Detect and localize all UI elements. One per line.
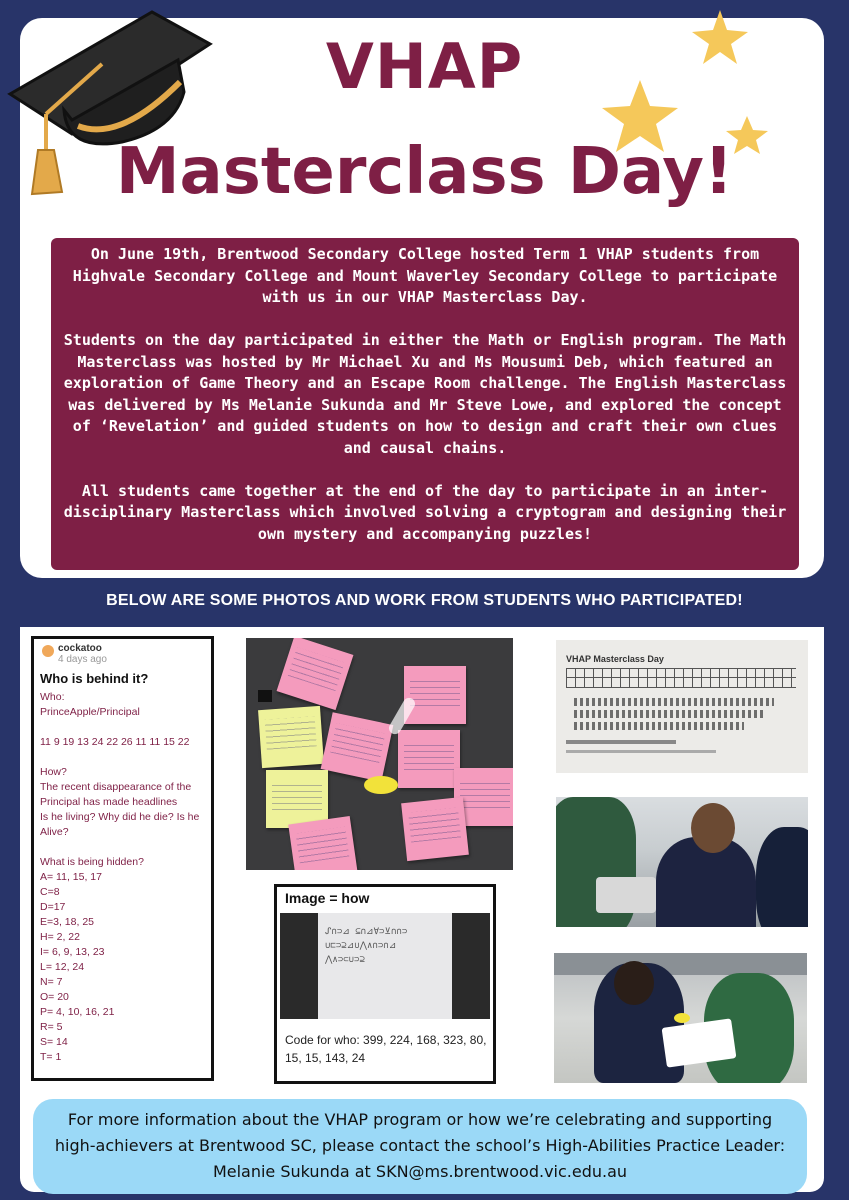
cipher-key: I= 6, 9, 13, 23 [40, 946, 105, 958]
intro-paragraph-3: All students came together at the end of the day to participate in an inter-disciplinary Masterclass which involved solving a cryptogram and designing their own mystery and accompanying puzzles! [63, 481, 787, 543]
post-timestamp: 4 days ago [58, 654, 107, 665]
post-line: The recent disappearance of the Principal has made headlines [40, 781, 192, 808]
post-line: How? [40, 766, 67, 778]
cipher-key: S= 14 [40, 1036, 68, 1048]
student-work-image-code [274, 884, 496, 1084]
cipher-numbers: 11 9 19 13 24 22 26 11 11 15 22 [40, 736, 190, 748]
post-line: What is being hidden? [40, 856, 144, 868]
post-heading: Who is behind it? [40, 671, 149, 686]
photo-students-2 [554, 953, 807, 1083]
cipher-key: O= 20 [40, 991, 69, 1003]
cipher-key: L= 12, 24 [40, 961, 85, 973]
cipher-key: N= 7 [40, 976, 63, 988]
post-username: cockatoo [40, 643, 205, 654]
photo-worksheet [556, 640, 808, 773]
photos-banner: BELOW ARE SOME PHOTOS AND WORK FROM STUDENTS WHO PARTICIPATED! [106, 592, 743, 609]
intro-paragraph-1: On June 19th, Brentwood Secondary College hosted Term 1 VHAP students from Highvale Secondary College and Mount Waverley Secondary College to participate with us in our VHAP Masterclass Day. [72, 245, 778, 306]
cipher-glyphs: ᔑ∩⊃⊿ ⊆∩⊿∀⊃⊻∩∩⊃ ∪⊏⊃⊇⊿∪⋀∧∩⊃∩⊿ ⋀∧⊃⊂∪⊃⊇ [325, 927, 408, 965]
work2-heading: Image = how [285, 890, 370, 906]
cipher-key: E=3, 18, 25 [40, 916, 95, 928]
cipher-key: H= 2, 22 [40, 931, 80, 943]
cipher-key: D=17 [40, 901, 66, 913]
page-title-line1: VHAP [325, 30, 524, 103]
cipher-key: C=8 [40, 886, 60, 898]
cipher-key: T= 1 [40, 1051, 62, 1063]
cipher-key: A= 11, 15, 17 [40, 871, 102, 883]
photo-students-1 [556, 797, 808, 927]
student-work-cryptogram [31, 636, 214, 1081]
page-title-line2: Masterclass Day! [115, 135, 734, 209]
worksheet-title: VHAP Masterclass Day [566, 654, 664, 664]
post-line: Is he living? Why did he die? Is he Alive? [40, 811, 200, 838]
contact-footer: For more information about the VHAP program or how we’re celebrating and supporting high-achievers at Brentwood SC, please contact the school’s High-Abilities Practice Leader: Melanie Sukunda at SKN@ms.brentwood.vic.edu.au [33, 1099, 807, 1194]
intro-text-box [51, 238, 799, 570]
post-line: PrinceApple/Principal [40, 706, 140, 718]
cipher-key: R= 5 [40, 1021, 63, 1033]
intro-paragraph-2: Students on the day participated in either the Math or English program. The Math Masterclass was hosted by Mr Michael Xu and Ms Mousumi Deb, which featured an exploration of Game Theory and an Escape Room challenge. The English Masterclass was delivered by Ms Melanie Sukunda and Mr Steve Lowe, and explored the concept of ‘Revelation’ and guided students on how to design and craft their own clues and causal chains. [63, 331, 787, 457]
photo-sticky-notes [246, 638, 513, 870]
post-line: Who: [40, 691, 65, 703]
work2-code-text: Code for who: 399, 224, 168, 323, 80, 15, 15, 143, 24 [285, 1033, 487, 1065]
cipher-key: P= 4, 10, 16, 21 [40, 1006, 115, 1018]
